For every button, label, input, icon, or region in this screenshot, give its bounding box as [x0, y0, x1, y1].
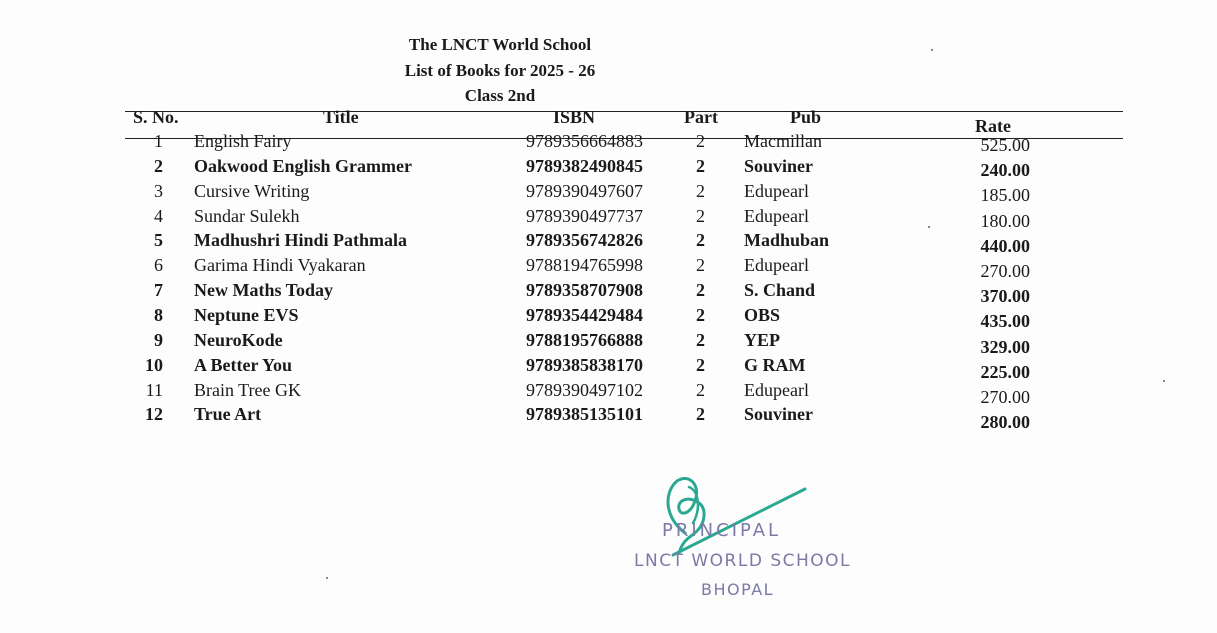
cell-pub: OBS	[744, 304, 781, 325]
header-sno: S. No.	[133, 107, 179, 127]
cell-rate: 240.00	[980, 160, 1030, 181]
cell-title: Garima Hindi Vyakaran	[194, 255, 366, 276]
cell-sno: 1	[154, 131, 163, 151]
cell-part: 2	[696, 304, 705, 325]
table-row	[0, 329, 1217, 357]
cell-isbn: 9789385135101	[526, 404, 643, 425]
cell-isbn: 9789382490845	[526, 155, 643, 176]
table-row	[0, 404, 1217, 433]
cell-title: Brain Tree GK	[194, 379, 301, 400]
header-pub: Pub	[790, 107, 822, 127]
cell-part: 2	[696, 180, 705, 201]
cell-sno: 2	[154, 155, 163, 176]
header-part: Part	[684, 107, 718, 127]
cell-sno: 5	[154, 230, 163, 251]
table-row	[0, 354, 1217, 382]
cell-sno: 4	[154, 205, 163, 226]
cell-part: 2	[696, 155, 705, 176]
cell-rate: 440.00	[980, 235, 1030, 256]
cell-part: 2	[696, 354, 705, 375]
cell-isbn: 9789390497607	[526, 180, 643, 201]
cell-part: 2	[696, 329, 705, 350]
cell-rate: 270.00	[980, 387, 1030, 407]
cell-part: 2	[696, 230, 705, 251]
cell-isbn: 9789354429484	[526, 304, 643, 325]
cell-part: 2	[696, 404, 705, 425]
cell-title: Madhushri Hindi Pathmala	[194, 230, 408, 251]
cell-title: Sundar Sulekh	[194, 205, 300, 226]
table-row	[0, 206, 1217, 230]
table-row	[0, 181, 1217, 205]
cell-isbn: 9789390497102	[526, 379, 643, 400]
cell-rate: 370.00	[980, 286, 1030, 307]
cell-part: 2	[696, 379, 705, 400]
stamp-city: BHOPAL	[701, 580, 775, 599]
cell-rate: 280.00	[980, 412, 1030, 433]
table-top-rule	[125, 111, 1123, 112]
cell-rate: 180.00	[980, 210, 1030, 231]
table-row	[0, 280, 1217, 307]
cell-title: NeuroKode	[194, 329, 283, 350]
cell-title: Neptune EVS	[194, 304, 299, 325]
cell-isbn: 9788194765998	[526, 255, 643, 276]
cell-title: Cursive Writing	[194, 180, 310, 201]
cell-isbn: 9789385838170	[526, 354, 643, 375]
cell-part: 2	[696, 131, 705, 151]
table-row	[0, 156, 1217, 180]
cell-isbn: 9788195766888	[526, 329, 643, 350]
table-row	[0, 131, 1217, 155]
cell-sno: 8	[154, 304, 163, 325]
scan-speck	[931, 49, 933, 51]
cell-sno: 10	[145, 354, 163, 375]
cell-sno: 11	[145, 379, 163, 400]
cell-rate: 185.00	[980, 185, 1030, 206]
cell-isbn: 9789358707908	[526, 280, 643, 301]
cell-pub: YEP	[744, 329, 780, 350]
cell-isbn: 9789356742826	[526, 230, 643, 251]
cell-pub: Edupearl	[744, 180, 809, 201]
cell-pub: Souviner	[744, 404, 814, 425]
table-row	[0, 379, 1217, 407]
cell-title: A Better You	[194, 354, 292, 375]
cell-pub: Macmillan	[744, 131, 822, 151]
cell-pub: Edupearl	[744, 255, 809, 276]
stamp-principal: PRINCIPAL	[662, 520, 782, 541]
cell-rate: 225.00	[980, 361, 1030, 382]
cell-sno: 6	[154, 255, 163, 276]
class-label: Class 2nd	[464, 86, 536, 105]
cell-part: 2	[696, 280, 705, 301]
cell-title: Oakwood English Grammer	[194, 155, 413, 176]
cell-sno: 3	[154, 180, 163, 201]
cell-isbn: 9789390497737	[526, 205, 643, 226]
cell-pub: G RAM	[744, 354, 806, 375]
stamp-school: LNCT WORLD SCHOOL	[634, 551, 851, 571]
cell-title: True Art	[194, 404, 262, 425]
cell-sno: 7	[154, 280, 163, 301]
cell-pub: Edupearl	[744, 379, 809, 400]
cell-title: English Fairy	[194, 131, 292, 151]
cell-pub: Madhuban	[744, 230, 830, 251]
cell-pub: S. Chand	[744, 280, 816, 301]
list-title: List of Books for 2025 - 26	[404, 61, 596, 80]
header-isbn: ISBN	[553, 107, 596, 127]
cell-rate: 525.00	[980, 135, 1030, 155]
table-row	[0, 304, 1217, 332]
school-name: The LNCT World School	[408, 35, 592, 54]
table-row	[0, 255, 1217, 279]
cell-title: New Maths Today	[194, 280, 334, 301]
header-title: Title	[323, 107, 359, 127]
scan-speck	[326, 577, 328, 579]
header-rate: Rate	[975, 116, 1011, 136]
cell-part: 2	[696, 205, 705, 226]
cell-sno: 12	[145, 404, 163, 425]
cell-part: 2	[696, 255, 705, 276]
cell-rate: 329.00	[980, 336, 1030, 357]
cell-pub: Edupearl	[744, 205, 809, 226]
cell-rate: 270.00	[980, 261, 1030, 281]
table-row	[0, 230, 1217, 254]
scan-speck	[928, 226, 930, 228]
cell-rate: 435.00	[980, 311, 1030, 332]
signature-icon	[655, 473, 815, 563]
cell-isbn: 9789356664883	[526, 131, 643, 151]
scan-speck	[1163, 380, 1165, 382]
cell-sno: 9	[154, 329, 163, 350]
cell-pub: Souviner	[744, 155, 814, 176]
